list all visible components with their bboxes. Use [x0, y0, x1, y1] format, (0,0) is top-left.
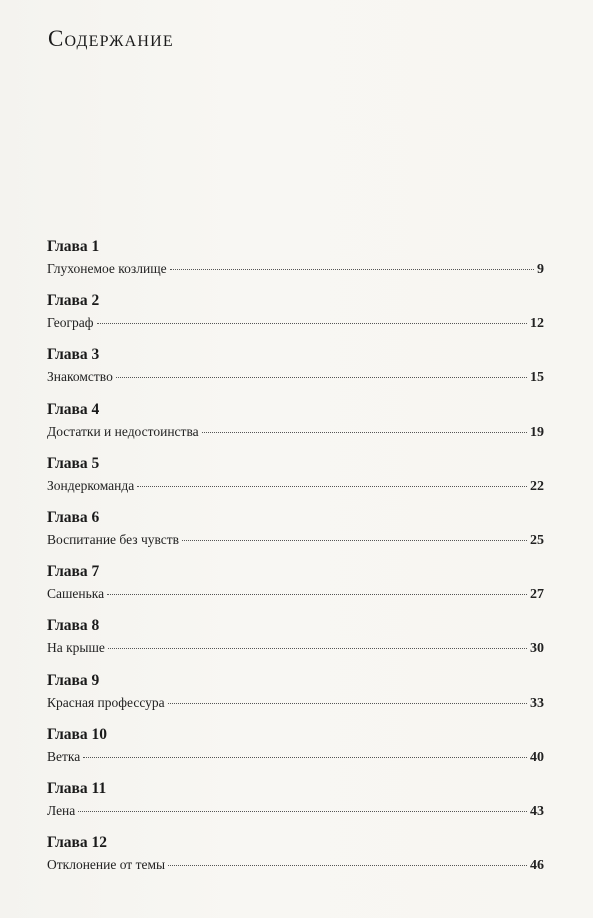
chapter-line [47, 261, 544, 278]
chapter-number: Глава 11 [47, 779, 107, 797]
dot-leader [170, 269, 534, 270]
toc-entry [47, 563, 544, 617]
dot-leader [97, 323, 527, 324]
dot-leader [108, 648, 527, 649]
page-number: 25 [530, 532, 544, 548]
chapter-line [47, 857, 544, 874]
chapter-number: Глава 7 [47, 563, 100, 581]
dot-leader [78, 811, 527, 812]
page-number: 46 [530, 858, 544, 874]
chapter-title: Отклонение от темы [47, 857, 166, 873]
page-number: 43 [530, 803, 544, 819]
page-number: 40 [530, 749, 544, 765]
chapter-line [47, 424, 544, 441]
chapter-title: Воспитание без чувств [47, 531, 180, 547]
page-number: 12 [530, 316, 544, 332]
chapter-line [47, 478, 544, 495]
chapter-line [47, 695, 544, 712]
dot-leader [83, 757, 527, 758]
table-of-contents [47, 238, 544, 888]
chapter-number: Глава 1 [47, 238, 100, 255]
page-number: 9 [537, 262, 544, 277]
toc-entry [47, 401, 544, 455]
chapter-title: Лена [47, 802, 76, 818]
chapter-title: На крыше [47, 640, 105, 656]
chapter-line [47, 640, 544, 657]
dot-leader [182, 540, 527, 541]
dot-leader [107, 594, 527, 595]
chapter-number: Глава 10 [47, 725, 108, 743]
dot-leader [202, 432, 527, 433]
chapter-number: Глава 5 [47, 454, 100, 472]
chapter-title: Глухонемое козлище [47, 261, 167, 276]
chapter-number: Глава 6 [47, 508, 100, 526]
chapter-title: Сашенька [47, 586, 105, 602]
page-number: 22 [530, 478, 544, 494]
chapter-title: Знакомство [47, 369, 113, 385]
chapter-number: Глава 8 [47, 617, 100, 635]
chapter-line [47, 749, 544, 766]
page-title: Содержание [48, 26, 174, 51]
toc-entry [47, 238, 544, 292]
page-number: 19 [530, 424, 544, 440]
dot-leader [116, 377, 527, 378]
toc-entry [47, 617, 544, 671]
toc-entry [47, 672, 544, 726]
chapter-title: Зондеркоманда [47, 477, 135, 493]
dot-leader [137, 486, 527, 487]
chapter-line [47, 369, 544, 386]
page-number: 33 [530, 695, 544, 711]
toc-entry [47, 780, 544, 834]
toc-entry [47, 726, 544, 780]
chapter-line [47, 803, 544, 820]
chapter-line [47, 532, 544, 549]
toc-entry [47, 455, 544, 509]
page-number: 27 [530, 587, 544, 603]
toc-entry [47, 834, 544, 888]
dot-leader [168, 865, 527, 866]
chapter-number: Глава 12 [47, 834, 108, 852]
chapter-number: Глава 3 [47, 346, 100, 364]
toc-entry [47, 346, 544, 400]
chapter-number: Глава 2 [47, 292, 100, 310]
chapter-number: Глава 9 [47, 671, 100, 689]
toc-entry [47, 292, 544, 346]
chapter-title: Географ [47, 315, 94, 331]
chapter-title: Красная профессура [47, 694, 165, 710]
chapter-number: Глава 4 [47, 400, 100, 418]
chapter-title: Достатки и недостоинства [47, 423, 199, 439]
page-number: 30 [530, 641, 544, 657]
toc-entry [47, 509, 544, 563]
page-number: 15 [530, 370, 544, 386]
chapter-line [47, 315, 544, 332]
chapter-title: Ветка [47, 748, 81, 764]
chapter-line [47, 586, 544, 603]
dot-leader [168, 703, 527, 704]
